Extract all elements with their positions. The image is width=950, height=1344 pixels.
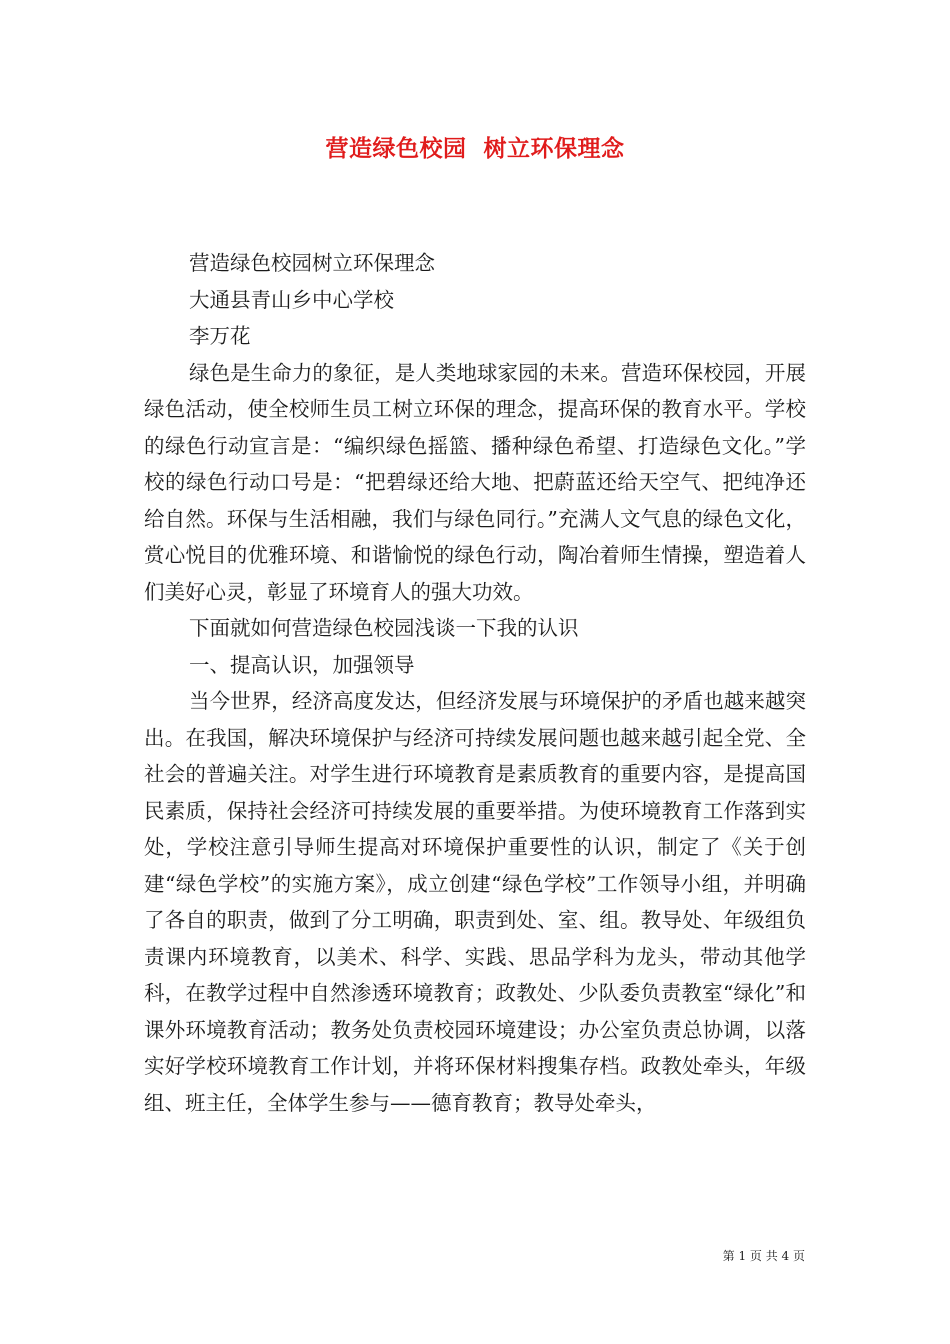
section-heading: 一、提高认识，加强领导 [189,652,415,677]
document-title: 营造绿色校园 树立环保理念 [325,136,625,162]
document-body [144,245,806,1121]
page-number: 第 1 页 共 4 页 [722,1249,805,1263]
paragraph-intro: 绿色是生命力的象征，是人类地球家园的未来。营造环保校园，开展绿色活动，使全校师生员工树立环保的理念，提高环保的教育水平。学校的绿色行动宣言是：“编织绿色摇篮、播种绿色希望、打造绿色文化。”学校的绿色行动口号是：“把碧绿还给大地、把蔚蓝还给天空气、把纯净还给自然。环保与生活相融，我们与绿色同行。”充满人文气息的绿色文化，赏心悦目的优雅环境、和谐愉悦的绿色行动，陶冶着师生情操，塑造着人们美好心灵，彰显了环境育人的强大功效。 [144,360,806,604]
paragraph-subtitle: 营造绿色校园树立环保理念 [189,251,435,275]
paragraph-section-one: 当今世界，经济高度发达，但经济发展与环境保护的矛盾也越来越突出。在我国，解决环境保护与经济可持续发展问题也越来越引起全党、全社会的普遍关注。对学生进行环境教育是素质教育的重要内容，是提高国民素质，保持社会经济可持续发展的重要举措。为使环境教育工作落到实处，学校注意引导师生提高对环境保护重要性的认识，制定了《关于创建“绿色学校”的实施方案》，成立创建“绿色学校”工作领导小组，并明确了各自的职责，做到了分工明确，职责到处、室、组。教导处、年级组负责课内环境教育，以美术、科学、实践、思品学科为龙头，带动其他学科，在教学过程中自然渗透环境教育；政教处、少队委负责教室“绿化”和课外环境教育活动；教务处负责校园环境建设；办公室负责总协调，以落实好学校环境教育工作计划，并将环保材料搜集存档。政教处牵头，年级组、班主任，全体学生参与——德育教育；教导处牵头， [144,689,806,1115]
paragraph-lead: 下面就如何营造绿色校园浅谈一下我的认识 [189,616,579,640]
paragraph-school: 大通县青山乡中心学校 [189,287,394,312]
paragraph-author: 李万花 [189,324,251,348]
